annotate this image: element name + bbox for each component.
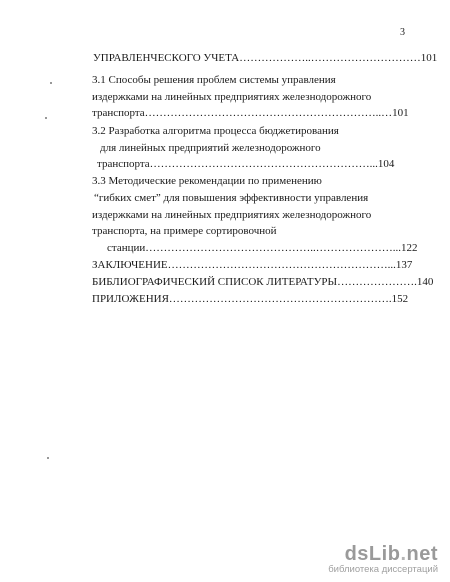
- toc-entry-bibliography: БИБЛИОГРАФИЧЕСКИЙ СПИСОК ЛИТЕРАТУРЫ………………….140: [92, 276, 434, 288]
- scan-speck: [45, 117, 47, 119]
- toc-entry-3-3-line3: издержками на линейных предприятиях железнодорожного: [92, 209, 372, 221]
- toc-entry-conclusion: ЗАКЛЮЧЕНИЕ……………………………………………………...137: [92, 259, 413, 271]
- toc-entry-management-accounting: УПРАВЛЕНЧЕСКОГО УЧЕТА………………..…………………………101: [93, 52, 438, 64]
- toc-entry-3-2-line2: для линейных предприятий железнодорожного: [100, 142, 321, 154]
- toc-entry-3-1-line2: издержками на линейных предприятиях железнодорожного: [92, 91, 372, 103]
- scan-speck: [47, 457, 49, 459]
- page-number: 3: [400, 27, 405, 38]
- watermark-subtitle: библиотека диссертаций: [328, 564, 438, 575]
- toc-entry-appendices: ПРИЛОЖЕНИЯ…………………………………………………….152: [92, 293, 409, 305]
- watermark-logo: dsLib.net: [344, 543, 438, 565]
- toc-entry-3-3-line4: транспорта, на примере сортировочной: [92, 225, 277, 237]
- toc-entry-3-1-title: 3.1 Способы решения проблем системы управления: [92, 74, 336, 86]
- toc-entry-3-2-title: 3.2 Разработка алгоритма процесса бюджетирования: [92, 125, 339, 137]
- watermark: [328, 544, 438, 576]
- toc-entry-3-3-title: 3.3 Методические рекомендации по применению: [92, 175, 322, 187]
- toc-entry-3-3-line5: станции………………………………………..…………………...122: [107, 242, 418, 254]
- toc-entry-3-1-line3: транспорта………………………………………………………..…101: [92, 107, 409, 119]
- toc-entry-3-2-line3: транспорта……………………………………………………...104: [97, 158, 395, 170]
- toc-entry-3-3-line2: “гибких смет” для повышения эффективности управления: [94, 192, 369, 204]
- scan-speck: [50, 82, 52, 84]
